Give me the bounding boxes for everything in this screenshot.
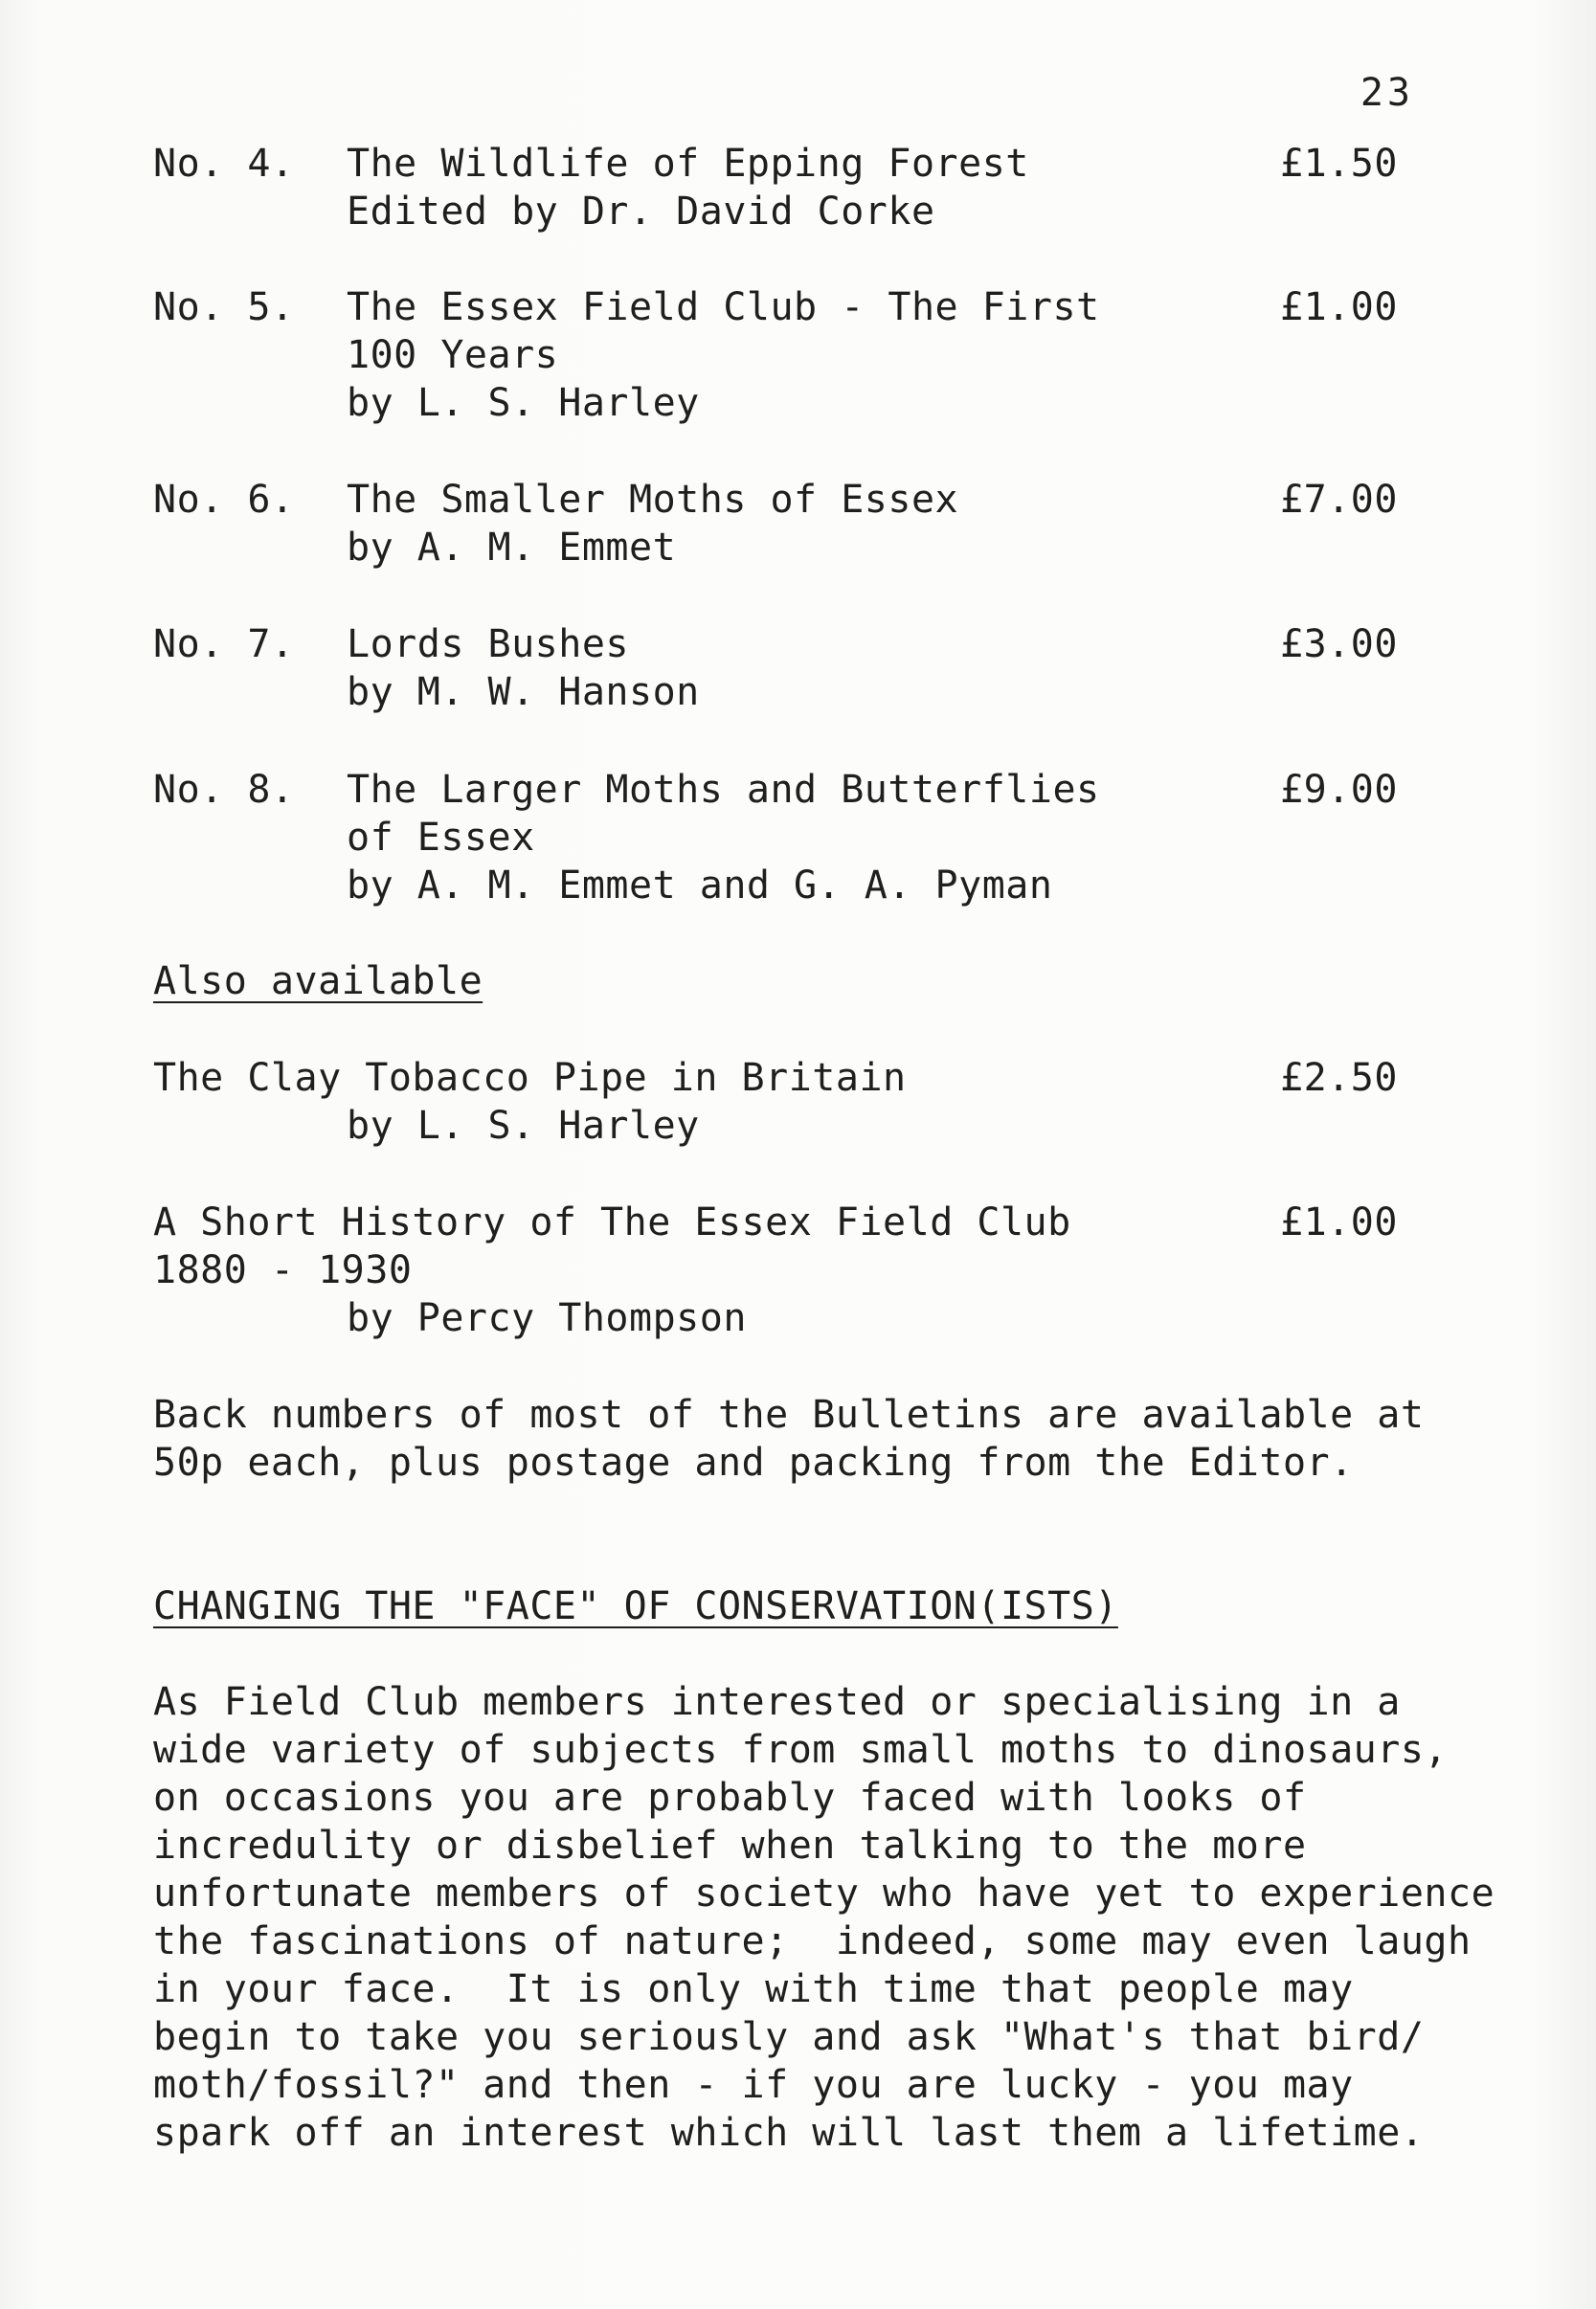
publication-number: No. 7. [153,622,295,666]
article-line: on occasions you are probably faced with looks of [153,1776,1307,1820]
publication-price: £1.50 [1280,142,1398,186]
publication-author: by M. W. Hanson [347,670,700,714]
publication-price: £9.00 [1280,768,1398,812]
publication-title: The Wildlife of Epping Forest [347,142,1029,186]
article-line: incredulity or disbelief when talking to the more [153,1824,1307,1868]
publication-line: of Essex [347,816,535,860]
publication-title: The Essex Field Club - The First [347,285,1100,329]
also-available-price: £2.50 [1280,1056,1398,1100]
publication-price: £1.00 [1280,285,1398,329]
publication-title: Lords Bushes [347,622,629,666]
back-numbers-line: Back numbers of most of the Bulletins are available at [153,1393,1425,1437]
article-line: moth/fossil?" and then - if you are lucky - you may [153,2063,1354,2107]
publication-author: by A. M. Emmet and G. A. Pyman [347,863,1053,908]
article-line: begin to take you seriously and ask "What's that bird/ [153,2015,1425,2059]
article-line: As Field Club members interested or specialising in a [153,1680,1401,1724]
article-line: in your face. It is only with time that people may [153,1967,1354,2011]
back-numbers-line: 50p each, plus postage and packing from the Editor. [153,1441,1354,1485]
also-available-title: A Short History of The Essex Field Club [153,1200,1071,1244]
section-heading-also-available: Also available [153,959,483,1003]
page-number: 23 [1360,71,1414,115]
publication-number: No. 5. [153,285,295,329]
publication-price: £3.00 [1280,622,1398,666]
article-line: spark off an interest which will last them a lifetime. [153,2111,1425,2155]
publication-number: No. 8. [153,768,295,812]
article-heading: CHANGING THE "FACE" OF CONSERVATION(ISTS) [153,1584,1118,1628]
publication-number: No. 6. [153,478,295,522]
publication-author: by A. M. Emmet [347,526,677,570]
also-available-years: 1880 - 1930 [153,1248,413,1292]
publication-price: £7.00 [1280,478,1398,522]
also-available-title: The Clay Tobacco Pipe in Britain [153,1056,907,1100]
article-line: the fascinations of nature; indeed, some may even laugh [153,1919,1472,1963]
also-available-author: by Percy Thompson [347,1296,747,1340]
publication-number: No. 4. [153,142,295,186]
publication-author: by L. S. Harley [347,381,700,425]
article-line: wide variety of subjects from small moths to dinosaurs, [153,1728,1449,1772]
publication-line: 100 Years [347,333,559,377]
also-available-author: by L. S. Harley [347,1104,700,1148]
publication-line: Edited by Dr. David Corke [347,190,935,234]
article-line: unfortunate members of society who have yet to experience [153,1872,1495,1916]
publication-title: The Smaller Moths of Essex [347,478,959,522]
also-available-price: £1.00 [1280,1200,1398,1244]
publication-title: The Larger Moths and Butterflies [347,768,1100,812]
